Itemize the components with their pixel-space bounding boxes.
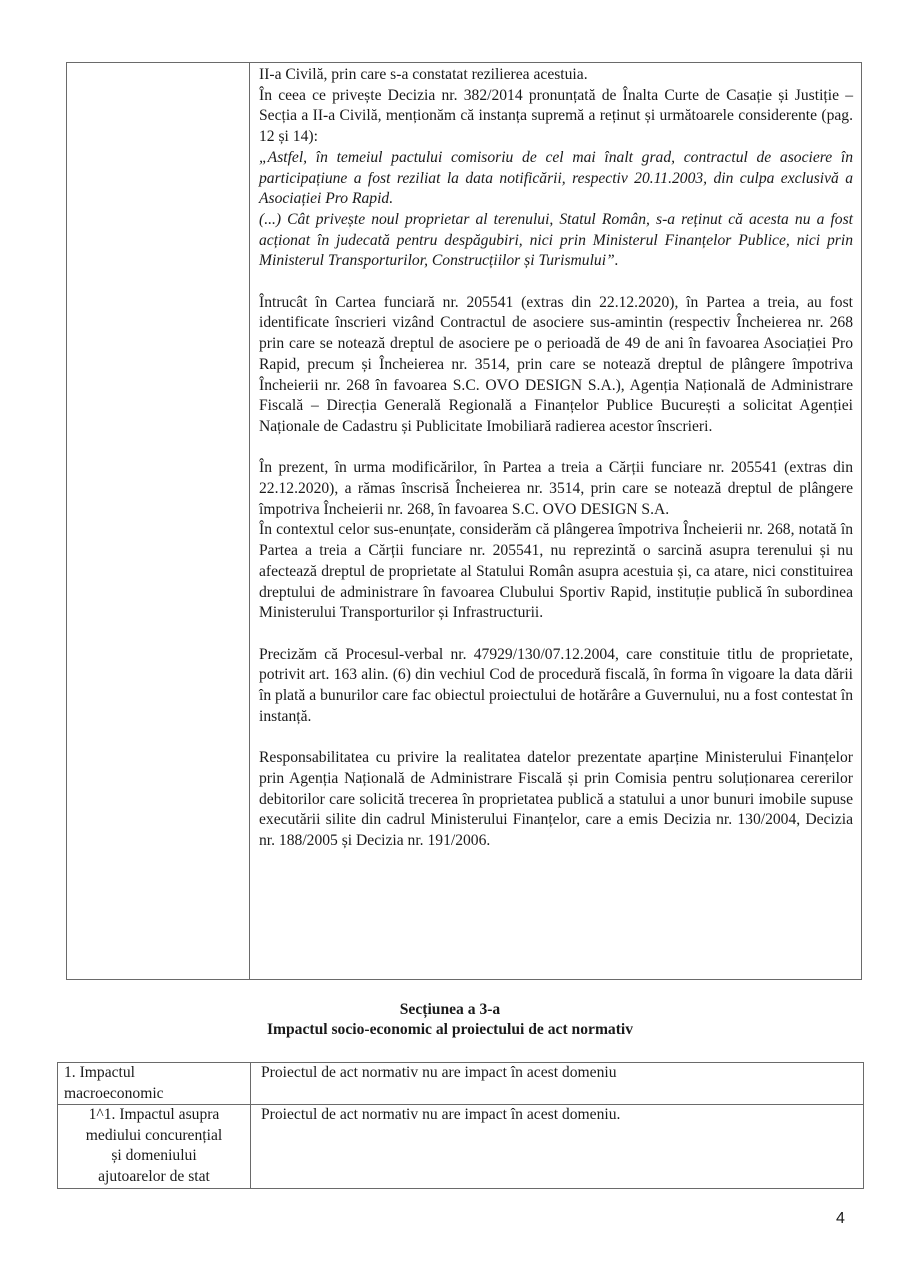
paragraph-court-decision [259,65,853,272]
paragraph-proces-verbal [259,645,853,728]
label-line: mediului concurențial [85,1126,223,1144]
impact-value: Proiectul de act normativ nu are impact în acest domeniu [261,1064,617,1081]
quote-segment: (...) Cât privește noul proprietar al terenului, Statul Român, s-a reținut că acesta nu a fost acționat în judecată pentru despăgubiri, nici prin Ministerul Finanțelor Publice, nici prin Ministerul Transporturilor, Construcțiilor și Turismului”. [259,210,853,270]
column-divider [250,1063,251,1104]
impact-label [64,1063,244,1104]
table-row [58,1063,863,1105]
impact-table [57,1062,864,1189]
paragraph-current-status [259,458,853,624]
column-divider [249,63,250,979]
text-segment: Precizăm că Procesul-verbal nr. 47929/130/07.12.2004, care constituie titlu de proprietate, potrivit art. 163 alin. (6) din vechiul Cod de procedură fiscală, în forma în vigoare la data dării în plată a bunurilor care fac obiectul proiectului de hotărâre a Guvernului, nu a fost contestat în instanță. [259,645,853,725]
label-line: 1. Impactul [64,1064,136,1081]
impact-value: Proiectul de act normativ nu are impact în acest domeniu. [261,1106,621,1123]
label-line: macroeconomic [64,1084,164,1102]
continuation-table-content [259,65,853,852]
label-line: ajutoarelor de stat [98,1167,210,1185]
paragraph-land-registry [259,293,853,438]
page-number: 4 [836,1210,845,1227]
paragraph-responsibility [259,748,853,852]
continuation-table [66,62,862,980]
table-row [58,1105,863,1188]
text-segment: Responsabilitatea cu privire la realitatea datelor prezentate aparține Ministerului Finanțelor prin Agenția Națională de Administrare Fiscală și prin Comisia pentru soluționarea cererilor debitorilor care solicită trecerea în proprietatea publică a statului a unor bunuri imobile supuse executării silite din cadrul Ministerului Finanțelor, care a emis Decizia nr. 130/2004, Decizia nr. 188/2005 și Decizia nr. 191/2006. [259,749,853,849]
section-subtitle: Impactul socio-economic al proiectului de act normativ [266,1021,634,1038]
text-segment: Întrucât în Cartea funciară nr. 205541 (extras din 22.12.2020), în Partea a treia, au fost identificate înscrieri vizând Contractul de asociere sus-amintin (respectiv Încheierea nr. 268 prin care se notează dreptul de asociere pe o perioadă de 49 de ani în favoarea Asociației Pro Rapid, precum și Încheierea nr. 3514, prin care se notează dreptul de plângere împotriva Încheierii nr. 268 în favoarea S.C. OVO DESIGN S.A.), Agenția Națională de Administrare Fiscală – Direcția Generală Regională a Finanțelor Publice București a solicitat Agenției Naționale de Cadastru și Publicitate Imobiliară radierea acestor înscrieri. [259,293,853,435]
text-segment: II-a Civilă, prin care s-a constatat rezilierea acestuia. [259,66,588,83]
text-segment: În contextul celor sus-enunțate, considerăm că plângerea împotriva Încheierii nr. 268, notată în Partea a treia a Cărții funciare nr. 205541, nu reprezintă o sarcină asupra terenului și nu afectează dreptul de proprietate al Statului Român asupra acestuia și, ca atare, nici constituirea dreptului de administrare în favoarea Clubului Sportiv Rapid, instituție publică în subordinea Ministerului Transporturilor și Infrastructurii. [259,521,853,622]
label-line: 1^1. Impactul asupra [88,1106,220,1123]
label-line: și domeniului [111,1147,197,1164]
quote-segment: „Astfel, în temeiul pactului comisoriu de cel mai înalt grad, contractul de asociere în participațiune a fost reziliat la data notificării, respectiv 20.11.2003, din culpa exclusivă a Asociației Pro Rapid. [259,148,853,208]
section-title: Secțiunea a 3-a [399,1001,501,1018]
text-segment: În ceea ce privește Decizia nr. 382/2014 pronunțată de Înalta Curte de Casație și Justiție – Secția a II-a Civilă, menționăm că instanța supremă a reținut și următoarele considerente (pag. 12 și 14): [259,86,853,146]
text-segment: În prezent, în urma modificărilor, în Partea a treia a Cărții funciare nr. 205541 (extras din 22.12.2020), a rămas înscrisă Încheierea nr. 3514, prin care se notează dreptul de plângere împotriva Încheierii nr. 268, în favoarea S.C. OVO DESIGN S.A. [259,459,853,518]
column-divider [250,1105,251,1188]
impact-label [64,1105,244,1187]
